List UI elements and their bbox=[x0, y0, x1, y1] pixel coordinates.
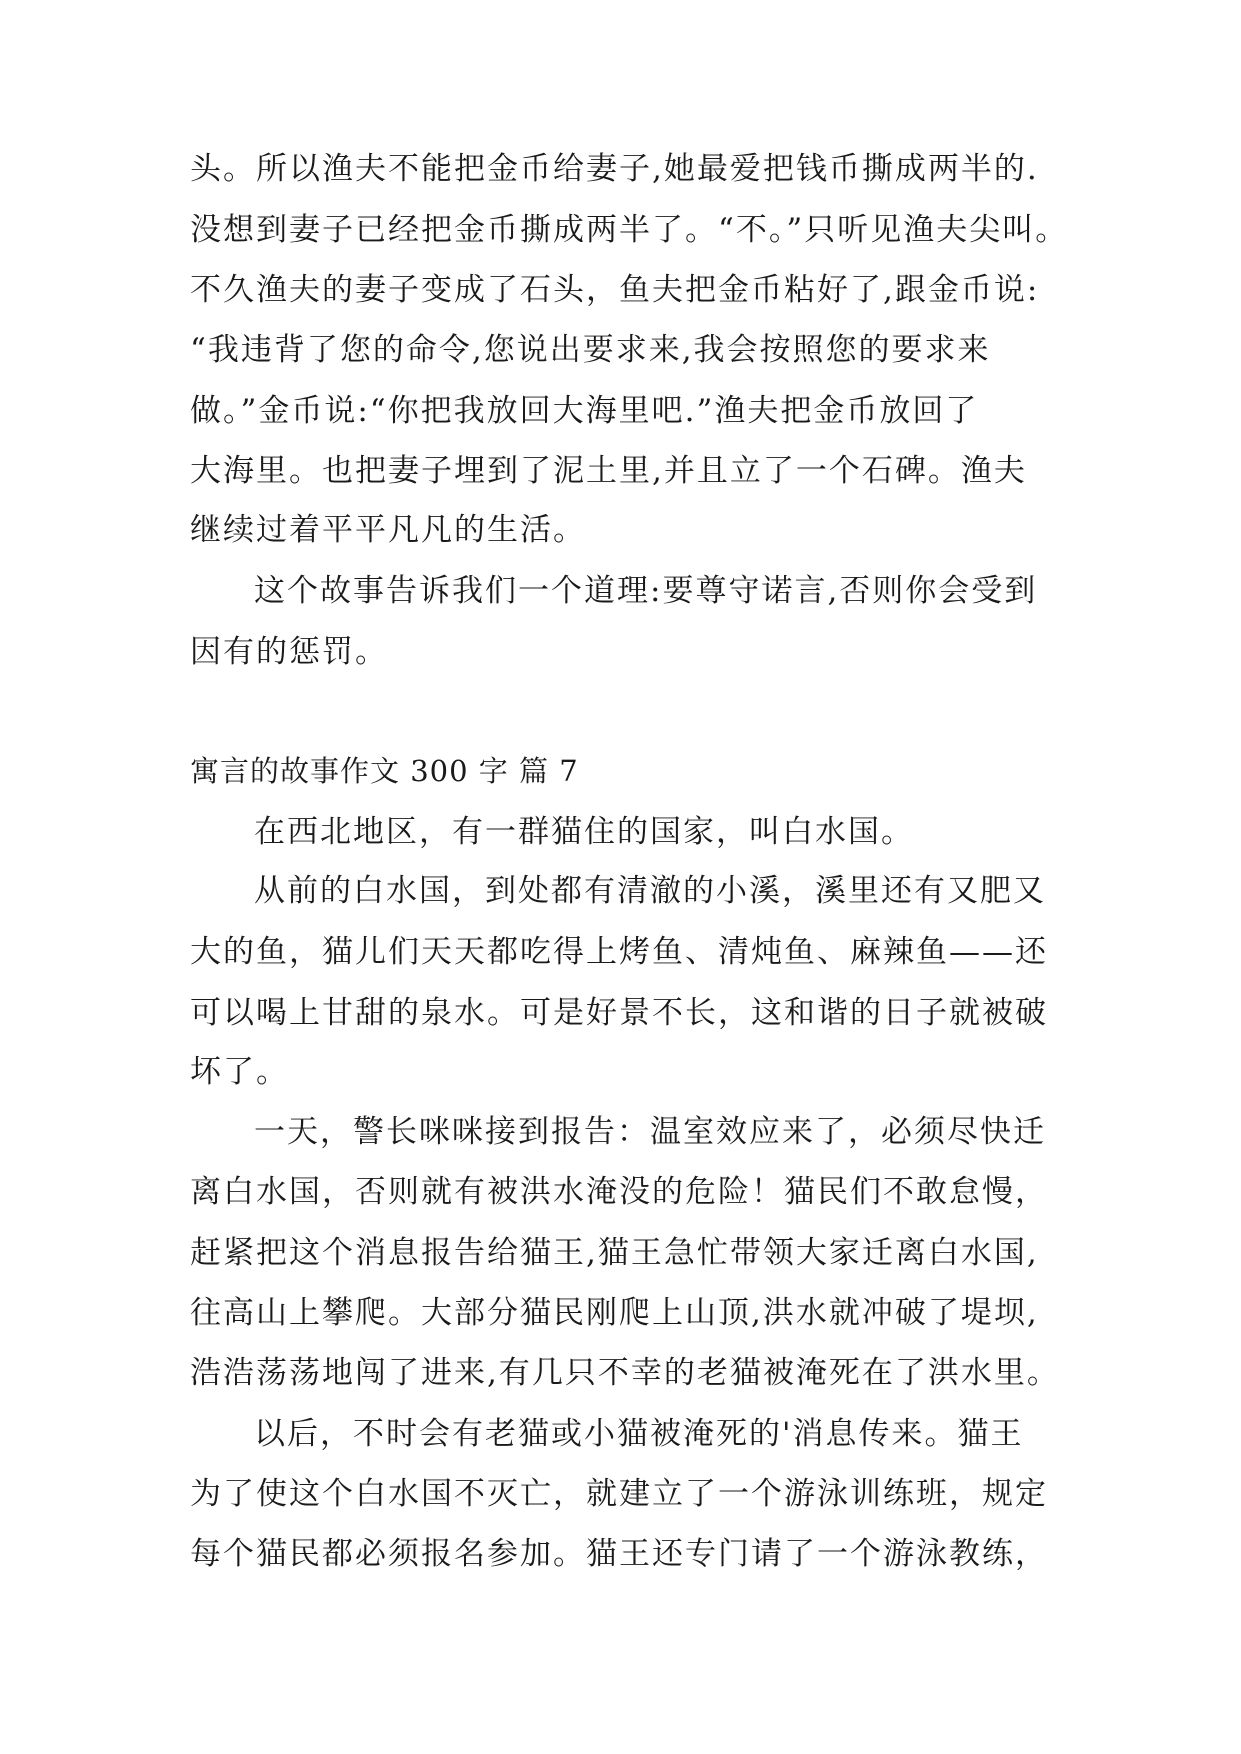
text-line: 大海里。也把妻子埋到了泥土里,并且立了一个石碑。渔夫 bbox=[190, 453, 1027, 489]
text-line: “我违背了您的命令,您说出要求来,我会按照您的要求来 bbox=[190, 332, 991, 368]
text-line: 往高山上攀爬。大部分猫民刚爬上山顶,洪水就冲破了堤坝, bbox=[190, 1295, 1039, 1331]
section-heading: 寓言的故事作文 300 字 篇 7 bbox=[190, 754, 579, 788]
text-line: 浩浩荡荡地闯了进来,有几只不幸的老猫被淹死在了洪水里。 bbox=[190, 1355, 1060, 1391]
text-line: 大的鱼，猫儿们天天都吃得上烤鱼、清炖鱼、麻辣鱼——还 bbox=[190, 934, 1048, 970]
text-line: 因有的惩罚。 bbox=[190, 634, 388, 670]
text-line: 为了使这个白水国不灭亡，就建立了一个游泳训练班，规定 bbox=[190, 1476, 1048, 1512]
text-line: 做。”金币说:“你把我放回大海里吧.”渔夫把金币放回了 bbox=[190, 393, 979, 429]
paragraph-first-line: 从前的白水国，到处都有清澈的小溪，溪里还有又肥又 bbox=[254, 873, 1046, 909]
text-line: 离白水国，否则就有被洪水淹没的危险！猫民们不敢怠慢， bbox=[190, 1174, 1048, 1210]
text-line: 头。所以渔夫不能把金币给妻子,她最爱把钱币撕成两半的. bbox=[190, 151, 1039, 187]
text-line: 继续过着平平凡凡的生活。 bbox=[190, 512, 586, 548]
paragraph-first-line: 这个故事告诉我们一个道理:要尊守诺言,否则你会受到 bbox=[254, 573, 1038, 609]
text-line: 赶紧把这个消息报告给猫王,猫王急忙带领大家迁离白水国, bbox=[190, 1235, 1039, 1271]
text-line: 每个猫民都必须报名参加。猫王还专门请了一个游泳教练， bbox=[190, 1536, 1048, 1572]
paragraph-first-line: 一天，警长咪咪接到报告：温室效应来了，必须尽快迁 bbox=[254, 1114, 1046, 1150]
text-line: 坏了。 bbox=[190, 1054, 289, 1090]
text-line: 可以喝上甘甜的泉水。可是好景不长，这和谐的日子就被破 bbox=[190, 995, 1048, 1031]
paragraph-first-line: 以后，不时会有老猫或小猫被淹死的'消息传来。猫王 bbox=[254, 1416, 1024, 1452]
text-line: 没想到妻子已经把金币撕成两半了。“不。”只听见渔夫尖叫。 bbox=[190, 212, 1069, 248]
text-line: 不久渔夫的妻子变成了石头，鱼夫把金币粘好了,跟金币说: bbox=[190, 272, 1040, 308]
paragraph-first-line: 在西北地区，有一群猫住的国家，叫白水国。 bbox=[254, 814, 914, 850]
